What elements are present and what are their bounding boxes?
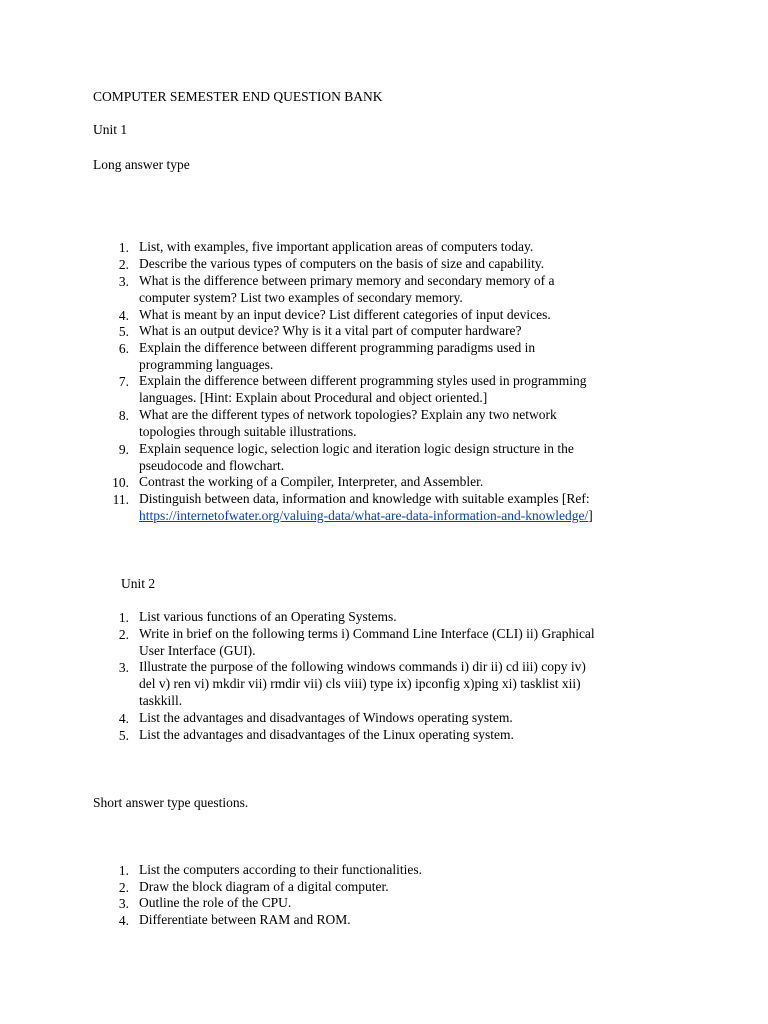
question-line: Outline the role of the CPU. [139, 895, 292, 910]
document-title: COMPUTER SEMESTER END QUESTION BANK [93, 89, 383, 104]
question-number: 4. [118, 711, 129, 726]
question-number: 2. [118, 627, 129, 642]
short-answer-heading: Short answer type questions. [93, 795, 249, 810]
question-line: What is the difference between primary memory and secondary memory of a [139, 273, 555, 288]
question-number: 3. [118, 274, 129, 289]
question-line: What is an output device? Why is it a vital part of computer hardware? [139, 323, 522, 338]
question-number: 2. [118, 257, 129, 272]
question-text [139, 710, 679, 727]
question-number: 3. [118, 660, 129, 675]
question-text [139, 373, 679, 407]
question-line: del v) ren vi) mkdir vii) rmdir vii) cls viii) type ix) ipconfig x)ping xi) tasklist xii) [139, 675, 581, 691]
question-text [139, 862, 679, 879]
question-text [139, 879, 679, 896]
question-number: 6. [118, 341, 129, 356]
question-number: 4. [118, 913, 129, 928]
question-line: Explain the difference between different programming styles used in programming [139, 373, 587, 388]
question-number: 11. [112, 492, 129, 507]
question-text [139, 895, 679, 912]
question-number: 5. [118, 324, 129, 339]
question-line: List the computers according to their functionalities. [139, 862, 423, 877]
question-number: 1. [118, 240, 129, 255]
question-number: 1. [118, 863, 129, 878]
question-number: 9. [118, 442, 129, 457]
question-line: topologies through suitable illustrations. [139, 423, 357, 439]
question-line: programming languages. [139, 356, 274, 372]
question-number: 10. [112, 475, 129, 490]
unit1-heading: Unit 1 [93, 122, 128, 137]
question-number: 2. [118, 880, 129, 895]
question-text [139, 626, 679, 660]
question-line: List, with examples, five important application areas of computers today. [139, 239, 534, 254]
reference-suffix: ] [588, 507, 593, 523]
question-text [139, 340, 679, 374]
question-text [139, 307, 679, 324]
question-text [139, 912, 679, 929]
question-text [139, 273, 679, 307]
question-number: 8. [118, 408, 129, 423]
question-text [139, 441, 679, 475]
question-text [139, 491, 679, 525]
question-text [139, 659, 679, 709]
question-line: Explain sequence logic, selection logic and iteration logic design structure in the [139, 441, 574, 456]
question-number: 3. [118, 896, 129, 911]
question-text [139, 256, 679, 273]
question-line: computer system? List two examples of secondary memory. [139, 289, 463, 305]
question-number: 5. [118, 728, 129, 743]
question-line: taskkill. [139, 692, 183, 708]
question-line: pseudocode and flowchart. [139, 457, 285, 473]
unit1-subheading: Long answer type [93, 157, 190, 172]
reference-line [139, 508, 679, 525]
question-line: What are the different types of network topologies? Explain any two network [139, 407, 557, 422]
question-text [139, 407, 679, 441]
question-line: List the advantages and disadvantages of the Linux operating system. [139, 727, 514, 742]
reference-link[interactable]: https://internetofwater.org/valuing-data/what-are-data-information-and-knowledge/ [139, 507, 589, 523]
question-line: Draw the block diagram of a digital computer. [139, 879, 389, 894]
question-line: Distinguish between data, information and knowledge with suitable examples [Ref: [139, 491, 590, 506]
question-line: Contrast the working of a Compiler, Interpreter, and Assembler. [139, 474, 484, 489]
question-text [139, 727, 679, 744]
question-line: Describe the various types of computers on the basis of size and capability. [139, 256, 545, 271]
question-text [139, 609, 679, 626]
question-line: Write in brief on the following terms i) Command Line Interface (CLI) ii) Graphical [139, 626, 595, 641]
unit2-heading: Unit 2 [121, 576, 156, 591]
question-line: List various functions of an Operating Systems. [139, 609, 397, 624]
question-line: Differentiate between RAM and ROM. [139, 912, 351, 927]
question-text [139, 474, 679, 491]
question-text [139, 323, 679, 340]
question-number: 4. [118, 308, 129, 323]
question-line: Explain the difference between different programming paradigms used in [139, 340, 536, 355]
question-line: User Interface (GUI). [139, 642, 256, 658]
question-text [139, 239, 679, 256]
question-line: List the advantages and disadvantages of Windows operating system. [139, 710, 513, 725]
question-number: 1. [118, 610, 129, 625]
question-number: 7. [118, 374, 129, 389]
question-line: languages. [Hint: Explain about Procedural and object oriented.] [139, 389, 488, 405]
question-line: Illustrate the purpose of the following windows commands i) dir ii) cd iii) copy iv) [139, 659, 586, 674]
question-line: What is meant by an input device? List different categories of input devices. [139, 307, 551, 322]
